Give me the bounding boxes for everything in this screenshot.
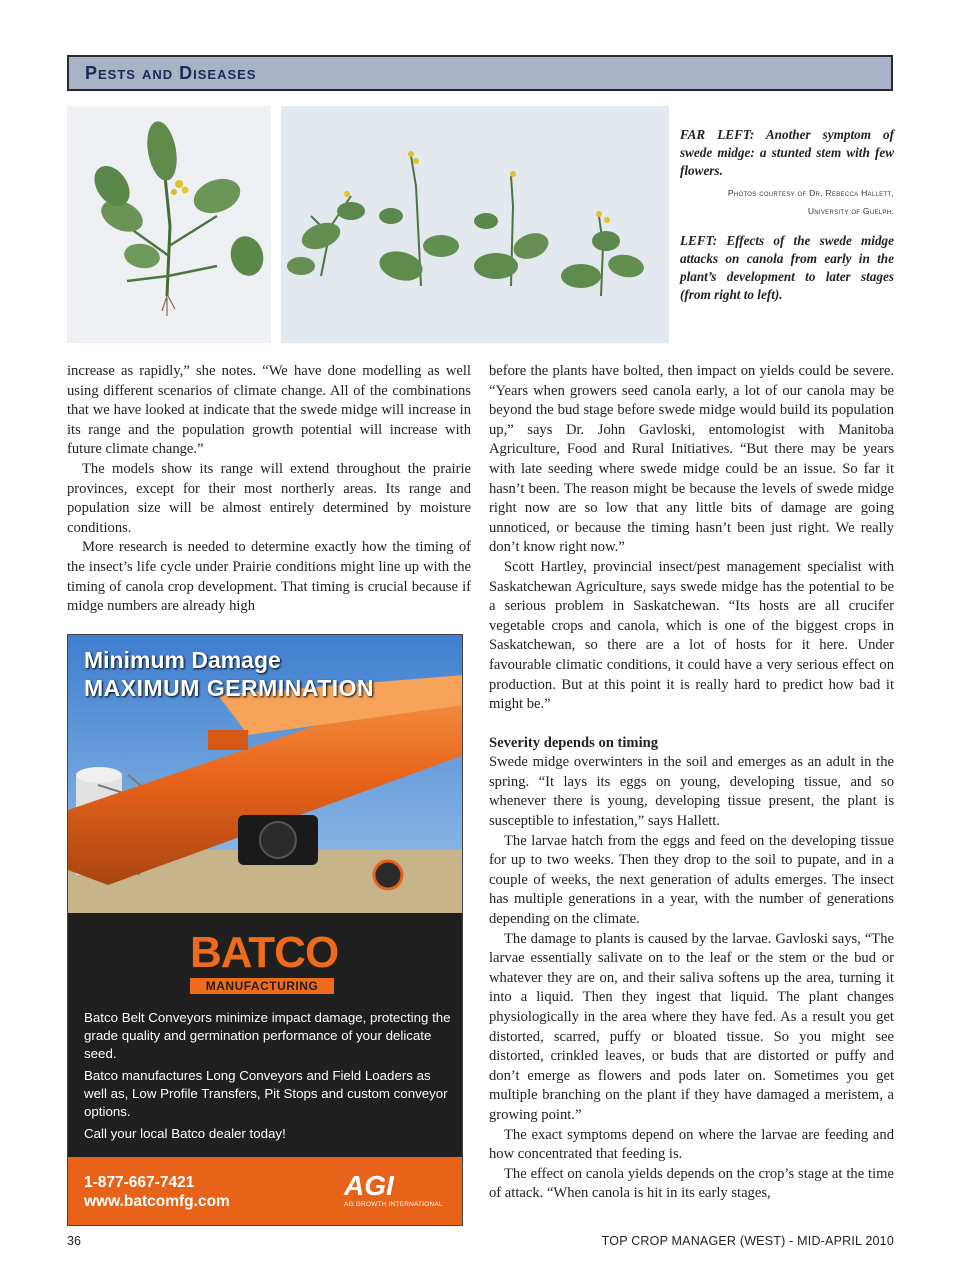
page-footer (67, 1234, 894, 1252)
caption-left: LEFT: Effects of the swede midge attacks on canola from early in the plant’s development to later stages (from right to left). (680, 233, 894, 302)
page-number: 36 (67, 1234, 81, 1248)
paragraph: The damage to plants is caused by the larvae. Gavloski says, “The larvae essentially salivate on to the leaf or the stem or the bud or whatever they are on, and their saliva softens up the area, turning it into a liquid. Then they ingest that liquid. The plant changes physiologically in the area where they have fed. As a result you get distorted, scarred, puffy or bloated tissue. So you might see distorted, crinkled leaves, or buds that are distorted or puffy and don’t emerge as flowers and pods later on. Sometimes you get multiple branching on the plant if they have damaged a meristem, a growing point.” (489, 930, 894, 1123)
article-column-left (67, 362, 471, 617)
section-header (67, 55, 893, 91)
ad-subheadline: MAXIMUM GERMINATION (84, 675, 375, 701)
ad-footer (68, 1157, 463, 1226)
agi-logo: AGI AG GROWTH INTERNATIONAL (344, 1170, 443, 1208)
photo-captions (680, 126, 894, 304)
ad-website-link[interactable]: www.batcomfg.com (84, 1193, 230, 1210)
paragraph: The larvae hatch from the eggs and feed on the developing tissue for up to two weeks. Then they drop to the soil to pupate, and in a couple of weeks, the next generation of adults emerges. The insect has multiple generations in a year, with the number of generations depending on the climate. (489, 832, 894, 928)
batco-logo: BATCO MANUFACTURING (190, 928, 339, 993)
article-column-right (489, 362, 894, 1204)
paragraph: Scott Hartley, provincial insect/pest management specialist with Saskatchewan Agriculture, says swede midge has the potential to be a serious problem in Saskatchewan. “Its hosts are all crucifer vegetable crops and canola, which is one of the biggest crops in Saskatchewan, so there are a lot of hosts for it here. Under favourable climatic conditions, it could have a very serious effect on production. But at this point it is really hard to predict how bad it might be.” (489, 558, 894, 713)
paragraph: The exact symptoms depend on where the larvae are feeding and how concentrated that feeding is. (489, 1126, 894, 1163)
stunted-canola-photo (67, 106, 271, 343)
caption-far-left: FAR LEFT: Another symptom of swede midge: a stunted stem with few flowers. (680, 127, 894, 178)
paragraph: The effect on canola yields depends on the crop’s stage at the time of attack. “When canola is hit in its early stages, (489, 1165, 894, 1202)
ad-phone[interactable]: 1-877-667-7421 (84, 1174, 195, 1191)
photo-credit: Photos courtesy of Dr. Rebecca Hallett, University of Guelph. (727, 188, 894, 216)
paragraph: before the plants have bolted, then impact on yields could be severe. “Years when growers seed canola early, a lot of our canola may be beyond the bud stage before swede midge would build its population up,” says Dr. John Gavloski, entomologist with Manitoba Agriculture, Food and Rural Initiatives. “But there may be years with late seeding where swede midge could be an issue. So far it hasn’t been. The reason might be because the levels of swede midge right now are so low that any little bits of damage are going unnoticed, or because the timing hasn’t been just right. We really don’t know right now.” (489, 363, 894, 556)
batco-advertisement[interactable] (67, 634, 463, 1226)
section-title: Pests and Diseases (85, 62, 257, 83)
publication-name: TOP CROP MANAGER (WEST) - MID-APRIL 2010 (601, 1234, 894, 1248)
paragraph: More research is needed to determine exactly how the timing of the insect’s life cycle under Prairie conditions might line up with the timing of canola crop development. That timing is crucial because if midge numbers are already high (67, 539, 471, 615)
canola-stages-photo (281, 106, 669, 343)
subheading: Severity depends on timing (489, 734, 659, 751)
ad-headline: Minimum Damage (84, 647, 281, 673)
paragraph: Swede midge overwinters in the soil and emerges as an adult in the spring. “It lays its eggs on young, developing tissue, and so whenever there is young, developing tissue present, the plant is susceptible to infestation,” says Hallett. (489, 754, 894, 830)
ad-body: Batco Belt Conveyors minimize impact damage, protecting the grade quality and germination performance of your delicate seed. Batco manufactures Long Conveyors and Field Loaders as well as, Low Profile Transfers, Pit Stops and custom conveyor options. Call your local Batco dealer today! (84, 1010, 451, 1141)
paragraph: The models show its range will extend throughout the prairie provinces, except for their most northerly areas. Its range and population size will be almost entirely determined by moisture conditions. (67, 460, 471, 536)
paragraph: increase as rapidly,” she notes. “We have done modelling as well using different scenarios of climate change. All of the combinations that we have looked at indicate that the swede midge will increase in its range and the population growth potential will increase with future climate change.” (67, 363, 471, 458)
